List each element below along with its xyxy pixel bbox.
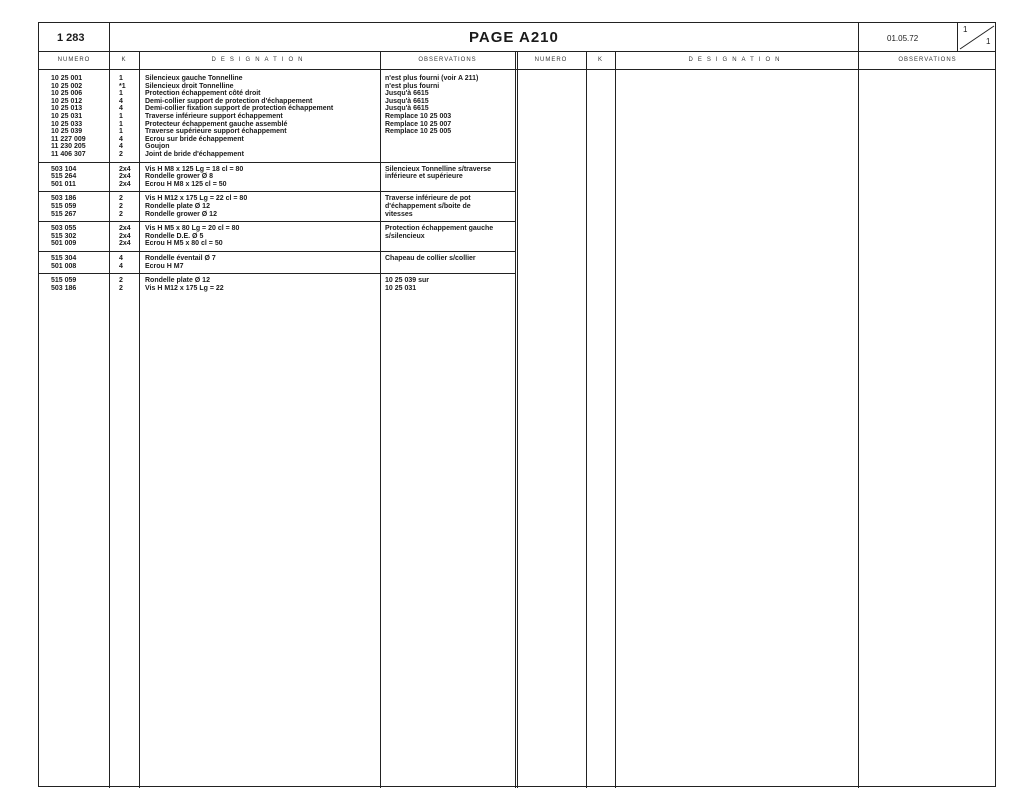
- part-quantity: 2: [119, 284, 123, 292]
- part-number: 10 25 013: [51, 105, 83, 113]
- part-quantity: *1: [119, 82, 126, 90]
- part-designation: Demi-collier fixation support de protection échappement: [145, 105, 334, 113]
- part-quantity: 2: [119, 195, 123, 203]
- group-separator: [39, 162, 515, 163]
- part-observation: Jusqu'à 6615: [385, 97, 429, 105]
- part-quantity: 1: [119, 90, 123, 98]
- part-number: 10 25 031: [51, 113, 83, 120]
- part-quantity: 4: [119, 105, 123, 113]
- col-header-numero-left: NUMERO: [57, 57, 91, 63]
- part-quantity: 2: [119, 203, 123, 210]
- part-quantity: 2x4: [119, 232, 131, 240]
- part-quantity: 4: [119, 143, 123, 151]
- part-designation: Joint de bride d'échappement: [145, 151, 244, 158]
- part-observation: Jusqu'à 6615: [385, 90, 429, 98]
- part-designation: Vis H M8 x 125 Lg = 18 cl = 80: [145, 165, 244, 173]
- part-number: 503 055: [51, 225, 77, 233]
- part-designation: Ecrou H M7: [145, 262, 184, 270]
- part-observation: Jusqu'à 6615: [385, 105, 429, 113]
- part-number: 10 25 033: [51, 120, 83, 128]
- part-designation: Silencieux gauche Tonnelline: [145, 75, 243, 82]
- col-header-k-left: K: [121, 57, 127, 63]
- part-quantity: 4: [119, 135, 123, 143]
- part-designation: Demi-collier support de protection d'échappement: [145, 97, 313, 105]
- part-number: 515 264: [51, 173, 77, 181]
- col-header-designation-left: DESIGNATION: [211, 57, 308, 63]
- part-observation: s/silencieux: [385, 232, 425, 240]
- part-quantity: 1: [119, 128, 123, 136]
- part-number: 515 059: [51, 203, 77, 210]
- part-number: 515 302: [51, 232, 77, 240]
- group-separator: [39, 251, 515, 252]
- part-quantity: 2x4: [119, 180, 131, 188]
- part-observation: 10 25 031: [385, 284, 417, 292]
- group-separator: [39, 221, 515, 222]
- col-header-numero-right: NUMERO: [534, 57, 568, 63]
- col-header-observations-left: OBSERVATIONS: [418, 57, 477, 63]
- page-title: PAGE A210: [469, 29, 559, 46]
- part-number: 503 186: [51, 284, 77, 292]
- part-observation: Chapeau de collier s/collier: [385, 255, 476, 262]
- part-designation: Goujon: [145, 143, 170, 151]
- part-number: 10 25 039: [51, 128, 83, 136]
- part-quantity: 2: [119, 210, 123, 218]
- part-number: 503 186: [51, 195, 77, 203]
- sheet-number-bottom: 1: [986, 37, 991, 46]
- part-number: 10 25 012: [51, 97, 83, 105]
- sheet-number-top: 1: [963, 25, 968, 34]
- part-designation: Rondelle plate Ø 12: [145, 277, 210, 285]
- part-observation: Remplace 10 25 005: [385, 128, 452, 136]
- part-number: 515 267: [51, 210, 77, 218]
- part-designation: Rondelle grower Ø 12: [145, 210, 217, 218]
- part-quantity: 1: [119, 113, 123, 120]
- part-observation: vitesses: [385, 210, 413, 218]
- part-observation: Remplace 10 25 007: [385, 120, 452, 128]
- part-designation: Rondelle D.E. Ø 5: [145, 232, 204, 240]
- col-header-designation-right: DESIGNATION: [688, 57, 785, 63]
- part-observation: Traverse inférieure de pot: [385, 195, 471, 203]
- part-number: 515 304: [51, 255, 77, 262]
- part-designation: Vis H M12 x 175 Lg = 22: [145, 284, 224, 292]
- part-number: 501 009: [51, 240, 77, 248]
- part-number: 503 104: [51, 165, 77, 173]
- part-number: 10 25 002: [51, 82, 83, 90]
- part-observation: Remplace 10 25 003: [385, 113, 452, 120]
- col-header-observations-right: OBSERVATIONS: [898, 57, 957, 63]
- part-designation: Protecteur échappement gauche assemblé: [145, 120, 288, 128]
- part-quantity: 1: [119, 120, 123, 128]
- part-designation: Protection échappement côté droit: [145, 90, 261, 98]
- part-observation: n'est plus fourni (voir A 211): [385, 75, 479, 82]
- part-quantity: 2x4: [119, 225, 131, 233]
- part-observation: n'est plus fourni: [385, 82, 440, 90]
- part-number: 11 227 009: [51, 135, 86, 143]
- part-designation: Ecrou H M8 x 125 cl = 50: [145, 180, 227, 188]
- part-designation: Rondelle éventail Ø 7: [145, 255, 216, 262]
- part-number: 11 230 205: [51, 143, 86, 151]
- part-designation: Rondelle plate Ø 12: [145, 203, 210, 210]
- document-date: 01.05.72: [887, 34, 919, 43]
- part-number: 10 25 001: [51, 75, 83, 82]
- sheet-number-box: [958, 23, 996, 51]
- part-quantity: 2x4: [119, 173, 131, 181]
- col-header-k-right: K: [597, 57, 603, 63]
- part-designation: Rondelle grower Ø 8: [145, 173, 214, 181]
- part-observation: Silencieux Tonnelline s/traverse: [385, 165, 492, 173]
- part-quantity: 2: [119, 151, 123, 158]
- group-separator: [39, 191, 515, 192]
- parts-sheet: [38, 22, 996, 787]
- part-designation: Ecrou sur bride échappement: [145, 135, 244, 143]
- part-quantity: 4: [119, 97, 123, 105]
- part-designation: Traverse supérieure support échappement: [145, 128, 287, 136]
- part-designation: Ecrou H M5 x 80 cl = 50: [145, 240, 223, 248]
- part-designation: Traverse inférieure support échappement: [145, 113, 283, 120]
- part-number: 11 406 307: [51, 151, 86, 158]
- group-separator: [39, 273, 515, 274]
- document-reference: 1 283: [57, 32, 85, 44]
- part-quantity: 4: [119, 262, 123, 270]
- part-number: 501 008: [51, 262, 77, 270]
- part-observation: Protection échappement gauche: [385, 225, 494, 233]
- part-observation: 10 25 039 sur: [385, 277, 429, 285]
- part-quantity: 2: [119, 277, 123, 285]
- part-number: 10 25 006: [51, 90, 83, 98]
- part-quantity: 1: [119, 75, 123, 82]
- part-quantity: 2x4: [119, 240, 131, 248]
- part-observation: d'échappement s/boite de: [385, 203, 471, 210]
- part-designation: Vis H M5 x 80 Lg = 20 cl = 80: [145, 225, 240, 233]
- part-quantity: 2x4: [119, 165, 131, 173]
- part-designation: Silencieux droit Tonnelline: [145, 82, 234, 90]
- part-number: 515 059: [51, 277, 77, 285]
- part-designation: Vis H M12 x 175 Lg = 22 cl = 80: [145, 195, 248, 203]
- part-quantity: 4: [119, 255, 123, 262]
- part-number: 501 011: [51, 180, 76, 188]
- part-observation: inférieure et supérieure: [385, 173, 463, 181]
